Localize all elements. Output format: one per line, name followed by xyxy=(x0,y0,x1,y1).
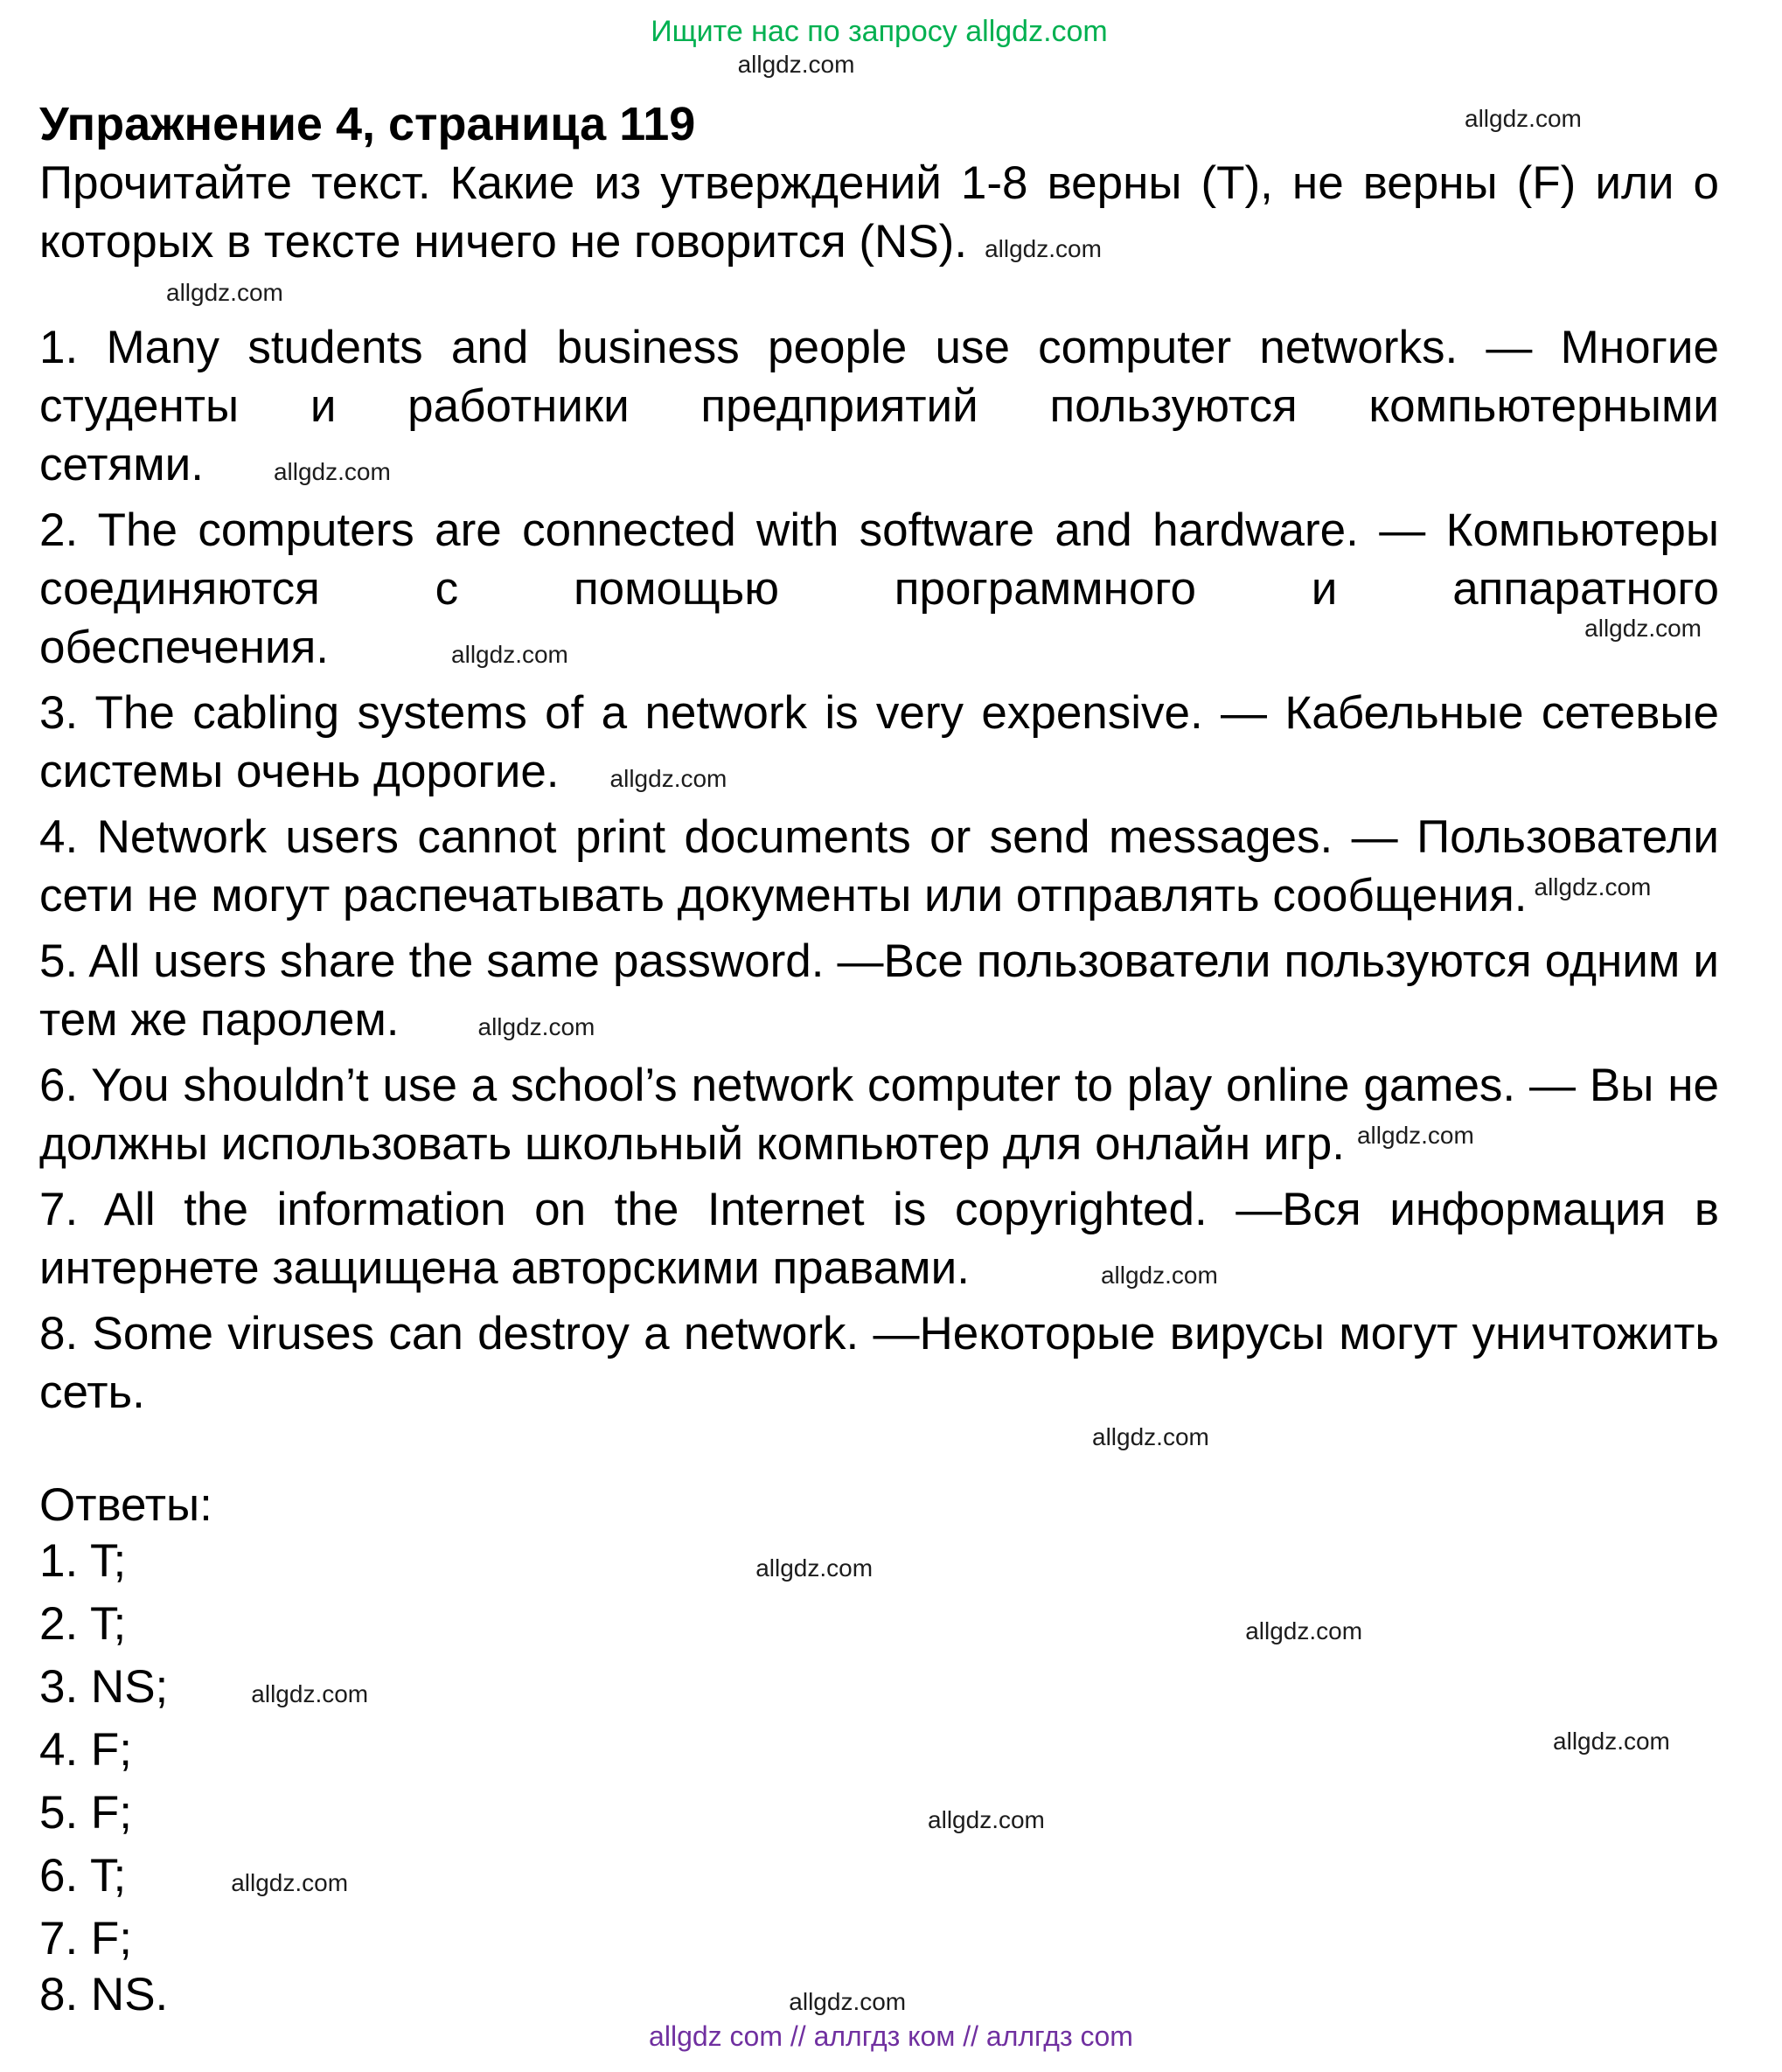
answer-value: 7. F; xyxy=(39,1913,133,1964)
statement-item-4 xyxy=(39,808,1719,932)
answer-row-1 xyxy=(39,1533,1719,1596)
answer-value: 2. T; xyxy=(39,1598,127,1650)
watermark: allgdz.com xyxy=(231,1869,349,1896)
answer-row-7 xyxy=(39,1911,1719,1967)
answer-value: 3. NS; xyxy=(39,1661,169,1713)
answer-row-5 xyxy=(39,1785,1719,1848)
watermark: allgdz.com xyxy=(451,641,568,668)
statement-text: 7. All the information on the Internet is copyrighted. —Вся информация в интернете защищена авторскими правами. xyxy=(39,1184,1719,1294)
statement-item-3 xyxy=(39,684,1719,808)
watermark: allgdz.com xyxy=(477,1013,595,1040)
answer-row-2 xyxy=(39,1596,1719,1659)
answer-value: 1. T; xyxy=(39,1535,127,1587)
answer-value: 4. F; xyxy=(39,1724,133,1776)
statement-item-7 xyxy=(39,1180,1719,1304)
watermark: allgdz.com xyxy=(1465,105,1582,132)
watermark: allgdz.com xyxy=(755,1554,874,1582)
answer-row-6 xyxy=(39,1848,1719,1911)
watermark: allgdz.com xyxy=(1356,1122,1474,1149)
answer-value: 8. NS. xyxy=(39,1969,169,2020)
watermark: allgdz.com xyxy=(166,279,283,306)
watermark: allgdz.com xyxy=(609,765,727,792)
statement-item-8 xyxy=(39,1304,1719,1422)
statement-text: 2. The computers are connected with software and hardware. — Компьютеры соединяются с помощью программного и аппаратного обеспечения. xyxy=(39,504,1719,673)
watermark: allgdz.com xyxy=(1245,1617,1363,1644)
answer-row-3 xyxy=(39,1659,1719,1722)
answer-value: 6. T; xyxy=(39,1850,127,1902)
statement-item-5 xyxy=(39,932,1719,1056)
watermark: allgdz.com xyxy=(273,458,391,485)
watermark: allgdz.com xyxy=(928,1806,1045,1833)
answer-row-4 xyxy=(39,1722,1719,1785)
statement-item-1 xyxy=(39,318,1719,501)
promo-banner: Ищите нас по запросу allgdz.com xyxy=(651,15,1108,48)
statement-text: 6. You shouldn’t use a school’s network computer to play online games. — Вы не должны использовать школьный компьютер для онлайн игр. xyxy=(39,1060,1719,1170)
watermark: allgdz.com xyxy=(737,51,855,78)
statement-item-2 xyxy=(39,501,1719,684)
watermark: allgdz.com xyxy=(1553,1728,1670,1755)
watermark: allgdz.com xyxy=(1092,1423,1209,1450)
watermark: allgdz.com xyxy=(985,235,1102,262)
instructions-text: Прочитайте текст. Какие из утверждений 1-8 верны (T), не верны (F) или о которых в тексте ничего не говорится (NS). xyxy=(39,157,1719,268)
watermark: allgdz.com xyxy=(1534,873,1652,900)
footer-sitename: allgdz com // аллгдз ком // аллгдз com xyxy=(649,2020,1133,2052)
answers-heading: Ответы: xyxy=(39,1479,212,1531)
statement-text: 4. Network users cannot print documents or send messages. — Пользователи сети не могут распечатывать документы или отправлять сообщения. xyxy=(39,811,1719,921)
statement-item-6 xyxy=(39,1056,1719,1180)
answers-section xyxy=(39,1478,1719,2030)
statements-list xyxy=(39,318,1719,1422)
instructions xyxy=(39,154,1719,278)
watermark: allgdz.com xyxy=(1100,1262,1218,1289)
watermark: allgdz.com xyxy=(1584,615,1702,642)
statement-text: 5. All users share the same password. —Все пользователи пользуются одним и тем же паролем. xyxy=(39,935,1719,1046)
statement-text: 3. The cabling systems of a network is very expensive. — Кабельные сетевые системы очень дорогие. xyxy=(39,687,1719,797)
title-row xyxy=(39,96,1719,152)
statement-text: 1. Many students and business people use computer networks. — Многие студенты и работники предприятий пользуются компьютерными сетями. xyxy=(39,322,1719,490)
watermark: allgdz.com xyxy=(789,1988,907,2015)
page-title: Упражнение 4, страница 119 xyxy=(39,98,696,150)
answer-value: 5. F; xyxy=(39,1787,133,1839)
watermark: allgdz.com xyxy=(251,1680,369,1707)
statement-text: 8. Some viruses can destroy a network. —Некоторые вирусы могут уничтожить сеть. xyxy=(39,1308,1719,1418)
